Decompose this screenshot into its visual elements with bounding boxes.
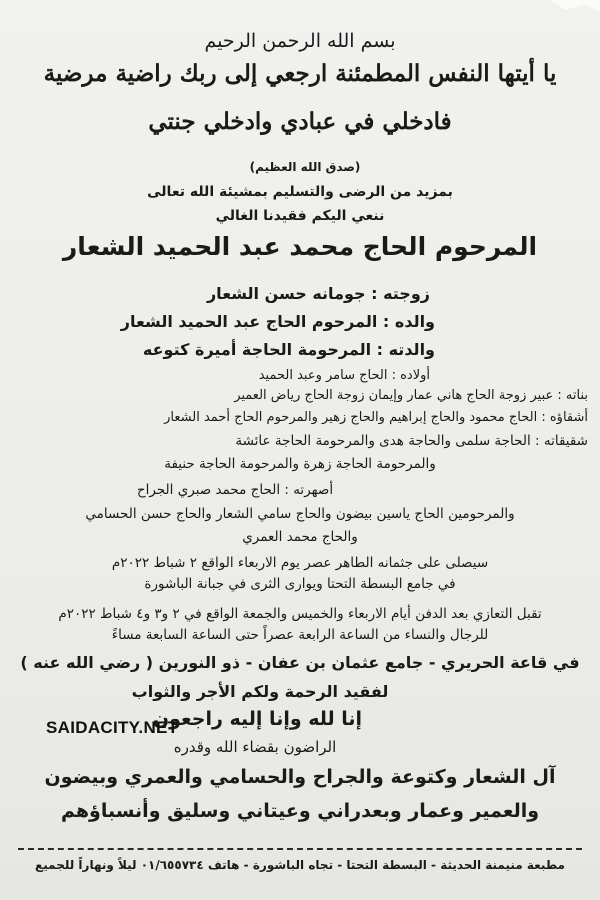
sisters-line-2: والمرحومة الحاجة زهرة والمرحومة الحاجة حنيفة [164,456,436,472]
inlaws-line-1: أصهرته : الحاج محمد صبري الجراح [136,482,334,498]
site-watermark: SAIDACITY.NET [46,718,179,737]
paper-tear [550,0,600,12]
mercy-line: لفقيد الرحمة ولكم الأجر والثواب [131,682,389,701]
daughters-line: بناته : عبير زوجة الحاج هاني عمار وإيمان زوجة الحاج رياض العمير [234,388,588,403]
sons-line: أولاده : الحاج سامر وعبد الحميد [258,368,430,383]
deceased-name: المرحوم الحاج محمد عبد الحميد الشعار [62,232,538,261]
sisters-line-1: شقيقاته : الحاجة سلمى والحاجة هدى والمرحومة الحاجة عائشة [235,433,588,449]
quran-verse-2: فادخلي في عبادي وادخلي جنتي [148,108,452,135]
brothers-line: أشقاؤه : الحاج محمود والحاج إبراهيم والحاج زهير والمرحوم الحاج أحمد الشعار [164,410,588,425]
intro-line-2: ننعي اليكم فقيدنا الغالي [215,208,385,224]
condolences-line-2: للرجال والنساء من الساعة الرابعة عصراً حتى الساعة السابعة مساءً [111,627,489,643]
basmala: بسم الله الرحمن الرحيم [204,30,396,52]
families-line-2: والعمير وعمار وبعدراني وعيتاني وسليق وأنسباؤهم [60,800,540,822]
father-line: والده : المرحوم الحاج عبد الحميد الشعار [120,312,435,331]
verse-closing: (صدق الله العظيم) [249,160,361,174]
mother-line: والدته : المرحومة الحاجة أميرة كتوعه [142,340,435,359]
printer-footer: مطبعة منيمنة الحديثة - البسطة التحتا - تجاه الباشورة - هاتف ٠١/٦٥٥٧٣٤ ليلاً ونهاراً للجميع [35,858,565,872]
funeral-prayer-line-1: سيصلى على جثمانه الطاهر عصر يوم الاربعاء الواقع ٢ شباط ٢٠٢٢م [111,555,489,571]
condolence-hall: في قاعة الحريري - جامع عثمان بن عفان - ذو النورين ( رضي الله عنه ) [20,653,580,672]
inna-lillah-line: إنا لله وإنا إليه راجعون [152,708,363,730]
footer-divider [18,848,582,850]
inlaws-line-2: والمرحومين الحاج ياسين بيضون والحاج سامي الشعار والحاج حسن الحسامي [85,506,515,522]
quran-verse-1: يا أيتها النفس المطمئنة ارجعي إلى ربك راضية مرضية [43,60,557,87]
families-line-1: آل الشعار وكتوعة والجراح والحسامي والعمري وبيضون [44,766,556,788]
condolences-line-1: تقبل التعازي بعد الدفن أيام الاربعاء والخميس والجمعة الواقع في ٢ و٣ و٤ شباط ٢٠٢٢م [58,606,542,622]
funeral-prayer-line-2: في جامع البسطة التحتا ويوارى الثرى في جبانة الباشورة [144,576,456,592]
intro-line-1: بمزيد من الرضى والتسليم بمشيئة الله تعالى [147,184,453,200]
inlaws-line-3: والحاج محمد العمري [242,529,358,545]
wife-line: زوجته : جومانه حسن الشعار [206,284,430,303]
satisfied-line: الراضون بقضاء الله وقدره [173,738,337,756]
